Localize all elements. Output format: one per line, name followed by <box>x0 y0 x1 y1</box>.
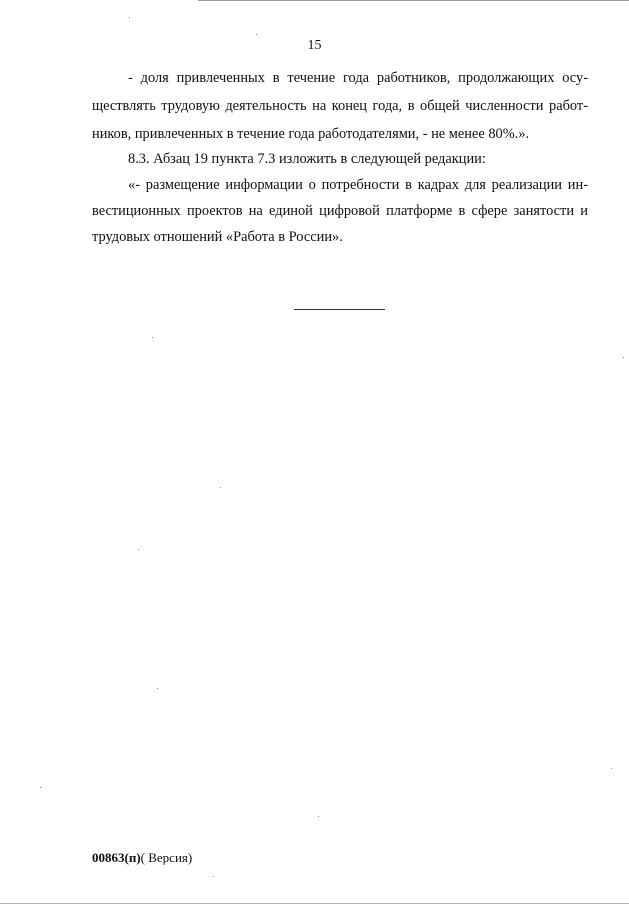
scan-speck <box>157 688 158 689</box>
paragraph-line-5: «- размещение информации о потребности в кадрах для реализации ин- <box>128 177 588 193</box>
paragraph-line-2: ществлять трудовую деятельность на конец года, в общей численности работ- <box>92 98 588 114</box>
scan-speck <box>623 357 624 358</box>
scan-speck <box>220 487 221 488</box>
scan-speck <box>256 34 257 35</box>
scan-edge-bottom <box>0 903 629 904</box>
page-number: 15 <box>307 38 322 53</box>
scan-speck <box>152 337 153 338</box>
paragraph-line-1: - доля привлеченных в течение года работников, продолжающих осу- <box>128 70 588 86</box>
document-code-number: 00863(п) <box>92 850 141 865</box>
paragraph-line-3: ников, привлеченных в течение года работодателями, - не менее 80%.». <box>92 126 530 142</box>
scan-speck <box>40 787 41 788</box>
scan-speck <box>611 768 612 769</box>
scan-speck <box>213 876 214 877</box>
scan-edge-top <box>198 0 629 1</box>
scan-speck <box>318 816 319 817</box>
scan-speck <box>138 549 139 550</box>
paragraph-line-4: 8.3. Абзац 19 пункта 7.3 изложить в следующей редакции: <box>128 151 486 167</box>
document-code <box>92 850 192 866</box>
end-separator-line <box>294 309 385 310</box>
paragraph-line-7: трудовых отношений «Работа в России». <box>92 229 343 245</box>
scan-speck <box>129 17 130 18</box>
document-version-label: ( Версия) <box>140 850 193 865</box>
paragraph-line-6: вестиционных проектов на единой цифровой платформе в сфере занятости и <box>92 203 588 219</box>
